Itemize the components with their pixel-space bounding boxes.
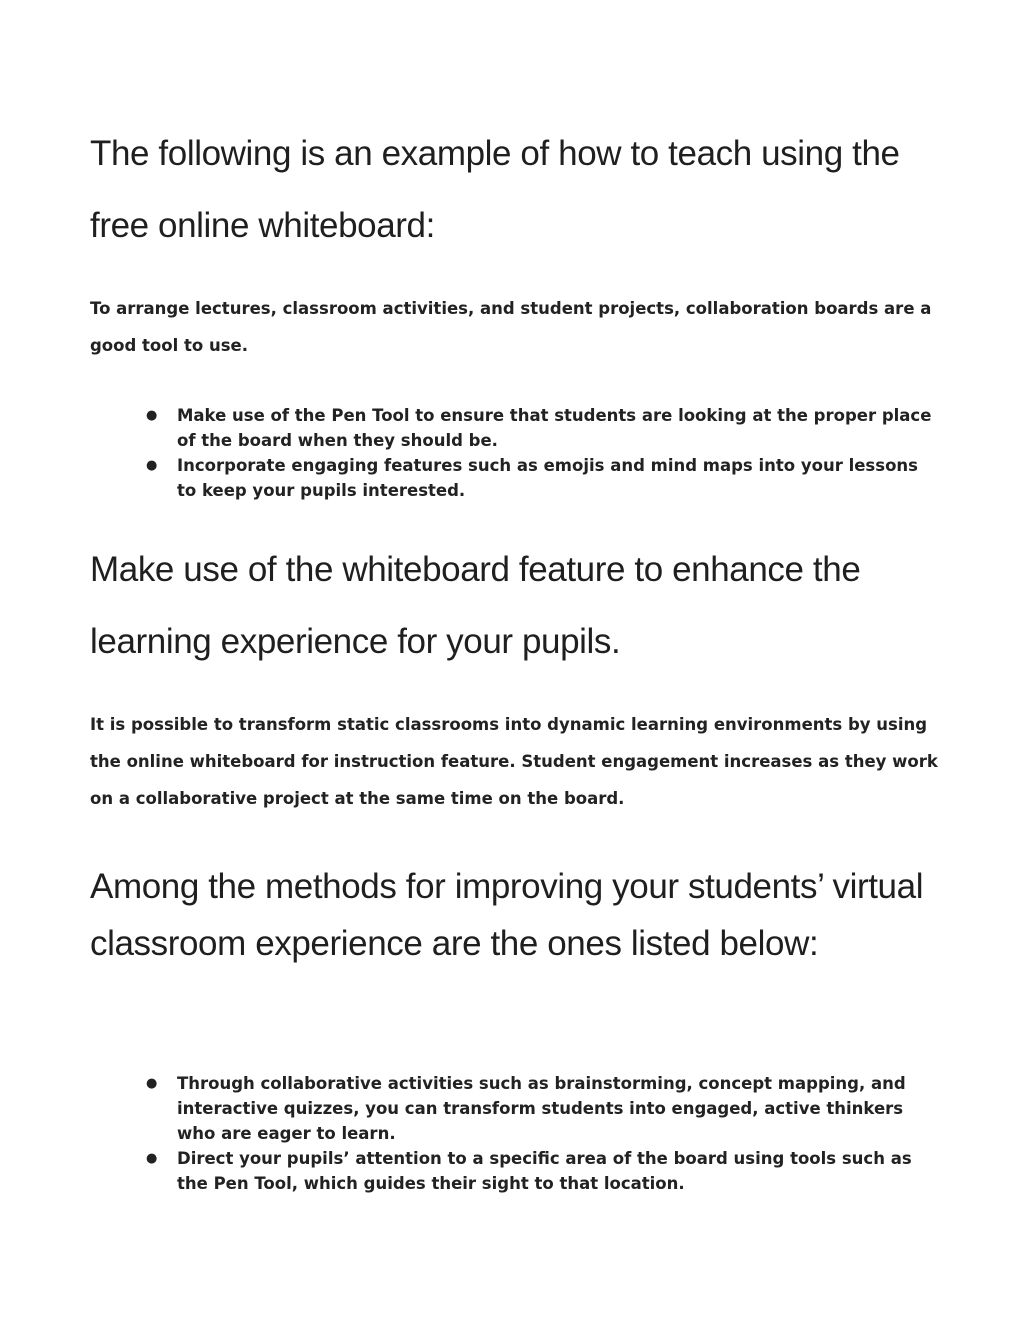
heading-teach-with-whiteboard: The following is an example of how to teach using the free online whiteboard: xyxy=(90,134,900,245)
paragraph-dynamic-classrooms: It is possible to transform static classrooms into dynamic learning environments by using the online whiteboard for instruction feature. Student engagement increases as they work on a collaborative project at the same time on the board. xyxy=(90,715,938,808)
list-item xyxy=(146,1071,937,1146)
paragraph-collaboration-boards: To arrange lectures, classroom activities, and student projects, collaboration boards are a good tool to use. xyxy=(90,299,932,355)
bullet-icon: ● xyxy=(146,1076,158,1091)
heading-enhance-learning: Make use of the whiteboard feature to enhance the learning experience for your pupils. xyxy=(90,550,861,661)
list-item xyxy=(146,453,937,503)
heading-improving-methods: Among the methods for improving your students’ virtual classroom experience are the ones listed below: xyxy=(90,867,924,963)
bullet-icon: ● xyxy=(146,458,158,473)
list-item-text: Through collaborative activities such as brainstorming, concept mapping, and interactive quizzes, you can transform students into engaged, active thinkers who are eager to learn. xyxy=(177,1074,906,1143)
list-item-text: Incorporate engaging features such as emojis and mind maps into your lessons to keep your pupils interested. xyxy=(177,456,918,500)
methods-list xyxy=(146,1071,937,1196)
list-item xyxy=(146,403,937,453)
bullet-icon: ● xyxy=(146,1151,158,1166)
bullet-icon: ● xyxy=(146,408,158,423)
list-item-text: Make use of the Pen Tool to ensure that students are looking at the proper place of the board when they should be. xyxy=(177,406,932,450)
list-item xyxy=(146,1146,937,1196)
tips-list xyxy=(146,403,937,503)
list-item-text: Direct your pupils’ attention to a specific area of the board using tools such as the Pen Tool, which guides their sight to that location. xyxy=(177,1149,912,1193)
